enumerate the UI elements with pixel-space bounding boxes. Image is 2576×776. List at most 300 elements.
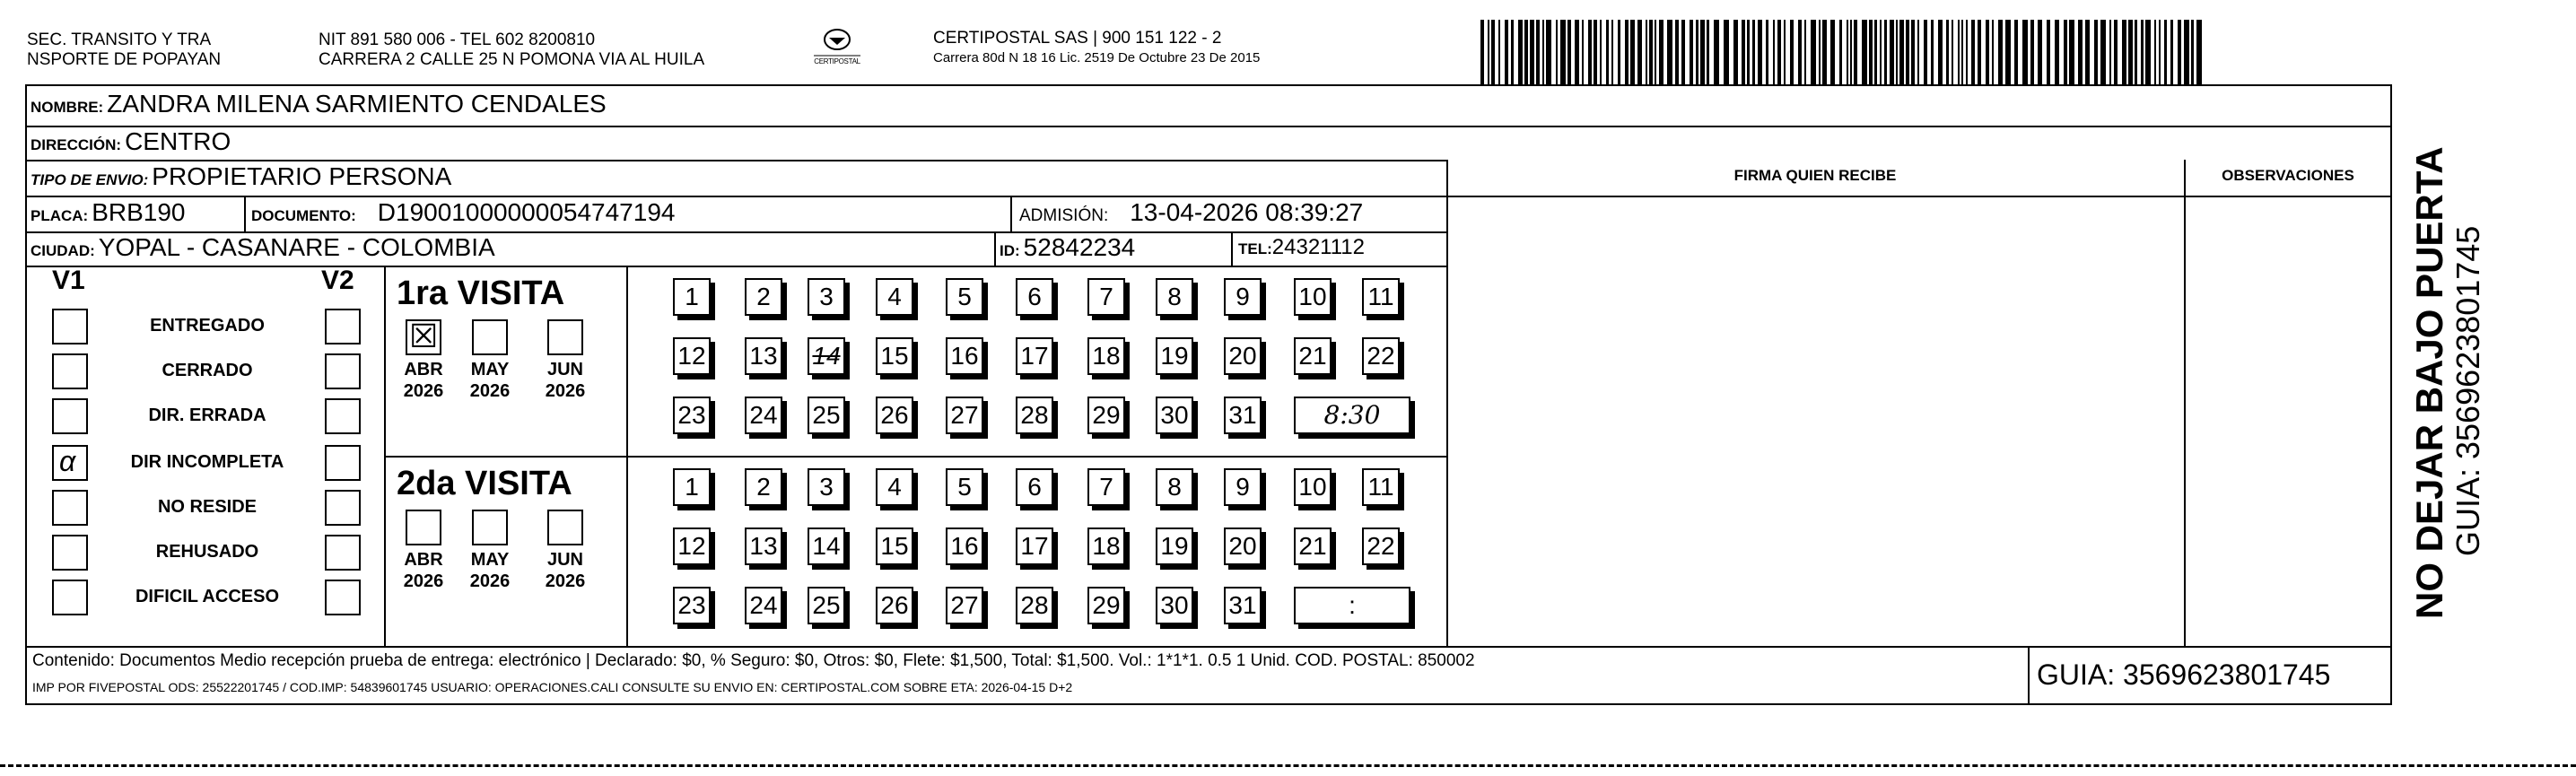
day-box[interactable] <box>1224 528 1262 565</box>
tel-cell <box>1238 235 1365 260</box>
barcode-bar <box>1971 20 1975 84</box>
day-number: 3 <box>819 283 834 310</box>
barcode-bar <box>1742 20 1745 84</box>
barcode-bar <box>1707 20 1709 84</box>
day-number: 13 <box>749 342 778 370</box>
day-box[interactable] <box>673 528 711 565</box>
day-box[interactable] <box>745 528 782 565</box>
barcode-bar <box>2030 20 2034 84</box>
day-number: 7 <box>1099 283 1113 310</box>
id-value: 52842234 <box>1023 233 1136 261</box>
v2-checkbox[interactable] <box>325 353 361 389</box>
barcode-bar <box>1488 20 1489 84</box>
barcode-bar <box>1880 20 1882 84</box>
barcode-bar <box>1938 20 1943 84</box>
day-number: 12 <box>677 342 706 370</box>
barcode-bar <box>2196 20 2202 84</box>
barcode-bar <box>2184 20 2189 84</box>
barcode-bar <box>2114 20 2118 84</box>
day-box[interactable] <box>1224 337 1262 375</box>
day-number: 30 <box>1160 401 1189 429</box>
barcode-bar <box>2191 20 2194 84</box>
company-address: Carrera 80d N 18 16 Lic. 2519 De Octubre 23 De 2015 <box>933 50 1261 65</box>
barcode-bar <box>1542 20 1544 84</box>
footer-guia: GUIA: 3569623801745 <box>2037 658 2331 691</box>
day-box[interactable] <box>808 468 845 506</box>
id-label: ID: <box>1000 242 1020 259</box>
barcode-bar <box>1588 20 1592 84</box>
day-box[interactable] <box>1156 278 1193 316</box>
month-label: MAY <box>470 550 510 570</box>
barcode-bar <box>1946 20 1949 84</box>
barcode-bar <box>1758 20 1762 84</box>
visit-split <box>384 456 626 458</box>
barcode-bar <box>1659 20 1663 84</box>
day-number: 6 <box>1027 283 1042 310</box>
day-number: 22 <box>1367 532 1395 560</box>
status-option-label: DIR. ERRADA <box>148 405 266 425</box>
day-number: 15 <box>880 532 909 560</box>
barcode-bar <box>1690 20 1693 84</box>
barcode-bar <box>1992 20 1994 84</box>
day-box[interactable] <box>946 587 983 624</box>
day-box[interactable] <box>745 397 782 434</box>
status-option-label: DIFICIL ACCESO <box>135 587 279 606</box>
side-guia: GUIA: 3569623801745 <box>2449 225 2486 556</box>
day-box[interactable] <box>1294 337 1332 375</box>
month-checkbox[interactable] <box>547 510 583 545</box>
day-number: 21 <box>1298 532 1327 560</box>
tel-value: 24321112 <box>1271 235 1365 259</box>
barcode-bar <box>1899 20 1904 84</box>
barcode-bar <box>1869 20 1873 84</box>
day-box[interactable] <box>1224 278 1262 316</box>
day-box[interactable] <box>946 337 983 375</box>
day-box[interactable] <box>673 397 711 434</box>
day-number: 5 <box>957 283 972 310</box>
day-number: 4 <box>887 473 902 501</box>
day-box[interactable] <box>876 337 913 375</box>
year-label: 2026 <box>545 381 586 401</box>
barcode-bar <box>1804 20 1806 84</box>
document-cell <box>251 198 675 227</box>
barcode-bar <box>1822 20 1827 84</box>
time-box[interactable] <box>1294 397 1410 434</box>
barcode-bar <box>1637 20 1642 84</box>
barcode-bar <box>2069 20 2074 84</box>
barcode-bar <box>1917 20 1919 84</box>
col-divider <box>1446 160 1448 646</box>
barcode-bar <box>1625 20 1629 84</box>
day-box[interactable] <box>1156 468 1193 506</box>
status-option-label: NO RESIDE <box>157 497 258 517</box>
barcode-bar <box>1752 20 1755 84</box>
day-box[interactable] <box>808 528 845 565</box>
barcode-bar <box>1618 20 1620 84</box>
month-checkbox[interactable] <box>472 510 508 545</box>
city-cell <box>31 233 495 262</box>
barcode-bar <box>1646 20 1647 84</box>
month-checkbox[interactable] <box>472 319 508 355</box>
day-number: 31 <box>1228 591 1257 619</box>
day-number: 26 <box>880 401 909 429</box>
barcode-bar <box>2100 20 2106 84</box>
barcode-bar <box>1958 20 1960 84</box>
day-number: 25 <box>812 401 841 429</box>
barcode-bar <box>1854 20 1857 84</box>
barcode-bar <box>2055 20 2059 84</box>
barcode-bar <box>1582 20 1584 84</box>
barcode-bar <box>1556 20 1558 84</box>
v2-checkbox[interactable] <box>325 398 361 434</box>
barcode-bar <box>2014 20 2018 84</box>
day-number: 18 <box>1092 532 1121 560</box>
day-box[interactable] <box>1294 468 1332 506</box>
month-label: JUN <box>546 360 583 379</box>
barcode-bar <box>1675 20 1679 84</box>
day-number: 4 <box>887 283 902 310</box>
barcode-bar <box>2170 20 2173 84</box>
status-option-label: REHUSADO <box>155 542 259 562</box>
barcode-bar <box>1986 20 1989 84</box>
day-box[interactable] <box>1156 337 1193 375</box>
barcode-bar <box>2109 20 2111 84</box>
day-box[interactable] <box>946 397 983 434</box>
barcode-bar <box>2064 20 2067 84</box>
day-box[interactable] <box>808 587 845 624</box>
day-box[interactable] <box>1016 587 1053 624</box>
month-label: ABR <box>404 550 443 570</box>
day-box[interactable] <box>1087 397 1125 434</box>
day-number: 27 <box>950 591 979 619</box>
day-number: 13 <box>749 532 778 560</box>
v1-checkbox[interactable] <box>52 398 88 434</box>
barcode-bar <box>1884 20 1887 84</box>
day-box[interactable] <box>1016 337 1053 375</box>
observations-header: OBSERVACIONES <box>2222 167 2354 184</box>
day-box[interactable] <box>1224 587 1262 624</box>
barcode-bar <box>1511 20 1514 84</box>
v1-checkbox[interactable] <box>52 490 88 526</box>
day-number: 20 <box>1228 342 1257 370</box>
time-value: 8:30 <box>1323 400 1381 430</box>
barcode-bar <box>1681 20 1685 84</box>
day-number: 19 <box>1160 342 1189 370</box>
day-box[interactable] <box>876 397 913 434</box>
org-name <box>27 31 221 70</box>
tel-label: TEL: <box>1238 240 1272 257</box>
barcode-bar <box>1890 20 1894 84</box>
day-box[interactable] <box>745 468 782 506</box>
barcode-bar <box>1819 20 1821 84</box>
year-label: 2026 <box>403 381 444 401</box>
day-number: 1 <box>685 283 699 310</box>
barcode-bar <box>1773 20 1775 84</box>
day-box[interactable] <box>1294 278 1332 316</box>
barcode-bar <box>2141 20 2144 84</box>
day-number: 11 <box>1367 283 1394 310</box>
send-type-label: TIPO DE ENVIO: <box>31 171 149 188</box>
day-box[interactable] <box>876 468 913 506</box>
day-box[interactable] <box>1362 337 1400 375</box>
barcode-bar <box>1896 20 1898 84</box>
barcode-bar <box>1911 20 1915 84</box>
day-box[interactable] <box>1087 528 1125 565</box>
footer-divider <box>25 646 2392 648</box>
day-number: 27 <box>950 401 979 429</box>
barcode-bar <box>2085 20 2090 84</box>
day-box[interactable] <box>745 337 782 375</box>
day-box[interactable] <box>1087 468 1125 506</box>
barcode-bar <box>1575 20 1579 84</box>
plate-cell <box>31 198 186 227</box>
day-number: 7 <box>1099 473 1113 501</box>
day-box[interactable] <box>673 587 711 624</box>
day-box[interactable] <box>1016 468 1053 506</box>
day-number: 22 <box>1367 342 1395 370</box>
day-box[interactable] <box>946 468 983 506</box>
v1-checkbox[interactable] <box>52 445 88 481</box>
day-box[interactable] <box>1087 587 1125 624</box>
v1-checkbox[interactable] <box>52 580 88 615</box>
barcode-bar <box>2005 20 2011 84</box>
status-option-label: ENTREGADO <box>150 316 265 336</box>
day-number: 21 <box>1298 342 1327 370</box>
barcode-bar <box>2094 20 2098 84</box>
barcode-bar <box>1790 20 1794 84</box>
v1-checkbox[interactable] <box>52 353 88 389</box>
month-checkbox[interactable] <box>547 319 583 355</box>
day-number: 18 <box>1092 342 1121 370</box>
day-number: 2 <box>756 473 771 501</box>
barcode-bar <box>1649 20 1653 84</box>
day-box[interactable] <box>673 468 711 506</box>
day-number: 6 <box>1027 473 1042 501</box>
day-box[interactable] <box>876 587 913 624</box>
day-number: 28 <box>1020 591 1049 619</box>
barcode-bar <box>1700 20 1705 84</box>
barcode-bar <box>2128 20 2133 84</box>
barcode-bar <box>1847 20 1848 84</box>
day-number: 14 <box>812 532 841 560</box>
day-box[interactable] <box>808 397 845 434</box>
logo-text: CERTIPOSTAL <box>814 57 860 65</box>
barcode-bar <box>1961 20 1963 84</box>
day-box[interactable] <box>1087 278 1125 316</box>
month-check-mark: ☒ <box>409 318 439 354</box>
day-box[interactable] <box>1294 528 1332 565</box>
month-checkbox[interactable] <box>406 319 441 355</box>
barcode-bar <box>2038 20 2042 84</box>
day-number: 24 <box>749 401 778 429</box>
day-number: 2 <box>756 283 771 310</box>
day-number: 15 <box>880 342 909 370</box>
barcode-bar <box>2159 20 2161 84</box>
doc-label: DOCUMENTO: <box>251 207 356 224</box>
admission-value: 13-04-2026 08:39:27 <box>1130 198 1364 226</box>
col-divider <box>2184 160 2186 646</box>
day-number: 12 <box>677 532 706 560</box>
day-box[interactable] <box>876 278 913 316</box>
year-label: 2026 <box>469 381 511 401</box>
barcode-bar <box>2047 20 2050 84</box>
day-number: 29 <box>1092 591 1121 619</box>
day-box[interactable] <box>745 278 782 316</box>
barcode-bar <box>1491 20 1495 84</box>
send-type-row <box>31 162 451 191</box>
v1-checkbox[interactable] <box>52 309 88 344</box>
org-line-1: SEC. TRANSITO Y TRA <box>27 31 212 49</box>
contents-line: Contenido: Documentos Medio recepción prueba de entrega: electrónico | Declarado: $0, % Seguro: $0, Otros: $0, Flete: $1,500, Total: $1,500. Vol.: 1*1*1. 0.5 1 Unid. COD. POSTAL: 850002 <box>32 651 1475 670</box>
row-divider <box>25 196 1446 197</box>
day-box[interactable] <box>808 337 845 375</box>
v2-checkbox[interactable] <box>325 445 361 481</box>
day-box[interactable] <box>1016 528 1053 565</box>
day-number: 26 <box>880 591 909 619</box>
city-value: YOPAL - CASANARE - COLOMBIA <box>98 233 495 261</box>
day-box[interactable] <box>946 528 983 565</box>
barcode-bar <box>1978 20 1981 84</box>
nit-line: NIT 891 580 006 - TEL 602 8200810 <box>319 31 596 49</box>
barcode-bar <box>1611 20 1613 84</box>
day-box[interactable] <box>946 278 983 316</box>
v2-label: V2 <box>321 266 354 295</box>
barcode-bar <box>1850 20 1852 84</box>
barcode-bar <box>1766 20 1768 84</box>
day-box[interactable] <box>1362 468 1400 506</box>
v1-label: V1 <box>52 266 85 295</box>
barcode <box>1480 20 2205 84</box>
recipient-name: ZANDRA MILENA SARMIENTO CENDALES <box>107 90 607 118</box>
barcode-bar <box>1874 20 1877 84</box>
barcode-bar <box>1480 20 1484 84</box>
day-box[interactable] <box>876 528 913 565</box>
v2-checkbox[interactable] <box>325 490 361 526</box>
id-cell <box>1000 233 1135 262</box>
barcode-bar <box>1798 20 1802 84</box>
plate-value: BRB190 <box>92 198 186 226</box>
day-number: 16 <box>950 342 979 370</box>
admission-divider <box>1010 196 1012 231</box>
address-line: CARRERA 2 CALLE 25 N POMONA VIA AL HUILA <box>319 50 705 69</box>
barcode-bar <box>1747 20 1750 84</box>
no-dejar-warning: NO DEJAR BAJO PUERTA <box>2408 146 2450 619</box>
day-box[interactable] <box>1156 397 1193 434</box>
barcode-bar <box>1998 20 2003 84</box>
barcode-bar <box>1505 20 1508 84</box>
barcode-bar <box>1830 20 1835 84</box>
visit2-title: 2da VISITA <box>397 465 572 502</box>
doc-value: D19001000000054747194 <box>377 198 676 226</box>
visit1-title: 1ra VISITA <box>397 275 565 312</box>
month-checkbox[interactable] <box>406 510 441 545</box>
barcode-bar <box>1606 20 1609 84</box>
v2-checkbox[interactable] <box>325 535 361 571</box>
month-label: MAY <box>470 360 510 379</box>
barcode-bar <box>1931 20 1934 84</box>
send-type: PROPIETARIO PERSONA <box>152 162 452 190</box>
barcode-bar <box>1862 20 1867 84</box>
id-divider <box>994 231 996 266</box>
day-number: 8 <box>1167 473 1182 501</box>
day-box[interactable] <box>1224 397 1262 434</box>
day-number: 17 <box>1020 342 1049 370</box>
day-number: 30 <box>1160 591 1189 619</box>
signature-header-divider <box>1446 196 2392 197</box>
day-box[interactable] <box>1016 278 1053 316</box>
day-number: 10 <box>1298 473 1327 501</box>
day-number: 28 <box>1020 401 1049 429</box>
barcode-bar <box>2164 20 2167 84</box>
row-divider <box>25 160 1446 161</box>
month-label: ABR <box>404 360 443 379</box>
barcode-bar <box>1594 20 1597 84</box>
v2-checkbox[interactable] <box>325 580 361 615</box>
cut-line <box>0 764 2576 767</box>
visit-split <box>626 456 1446 458</box>
day-box[interactable] <box>1156 587 1193 624</box>
day-box[interactable] <box>1087 337 1125 375</box>
address-label: DIRECCIÓN: <box>31 136 122 153</box>
day-number: 20 <box>1228 532 1257 560</box>
day-box[interactable] <box>1362 278 1400 316</box>
day-number: 9 <box>1236 283 1250 310</box>
barcode-bar <box>1952 20 1953 84</box>
row-divider <box>25 266 1446 267</box>
v2-checkbox[interactable] <box>325 309 361 344</box>
city-label: CIUDAD: <box>31 242 95 259</box>
plate-label: PLACA: <box>31 207 89 224</box>
day-box[interactable] <box>745 587 782 624</box>
admission-label: ADMISIÓN: <box>1019 206 1109 225</box>
year-label: 2026 <box>469 571 511 591</box>
day-box[interactable] <box>673 337 711 375</box>
barcode-bar <box>2122 20 2126 84</box>
barcode-bar <box>1784 20 1786 84</box>
barcode-bar <box>1696 20 1698 84</box>
imp-line: IMP POR FIVEPOSTAL ODS: 25522201745 / COD.IMP: 54839601745 USUARIO: OPERACIONES.CALI CONSULTE SU ENVIO EN: CERTIPOSTAL.COM SOBRE ETA: 2026-04-15 D+2 <box>32 680 1073 694</box>
barcode-bar <box>1811 20 1816 84</box>
day-box[interactable] <box>1362 528 1400 565</box>
barcode-bar <box>1536 20 1540 84</box>
v1-check-mark: α <box>59 445 76 477</box>
barcode-bar <box>1667 20 1672 84</box>
day-box[interactable] <box>673 278 711 316</box>
day-box[interactable] <box>1016 397 1053 434</box>
tel-divider <box>1231 231 1233 266</box>
barcode-bar <box>1567 20 1571 84</box>
day-number: 5 <box>957 473 972 501</box>
barcode-bar <box>1714 20 1719 84</box>
name-label: NOMBRE: <box>31 99 104 116</box>
time-box[interactable] <box>1294 587 1410 624</box>
recipient-address: CENTRO <box>125 127 231 155</box>
status-option-label: DIR INCOMPLETA <box>130 452 284 472</box>
barcode-bar <box>1906 20 1909 84</box>
day-box[interactable] <box>808 278 845 316</box>
v1-checkbox[interactable] <box>52 535 88 571</box>
day-number: 31 <box>1228 401 1257 429</box>
barcode-bar <box>2135 20 2137 84</box>
certipostal-logo <box>809 25 865 70</box>
row-divider <box>25 126 2392 127</box>
barcode-bar <box>1733 20 1738 84</box>
day-number: 1 <box>685 473 699 501</box>
day-box[interactable] <box>1224 468 1262 506</box>
day-number: 29 <box>1092 401 1121 429</box>
day-box[interactable] <box>1156 528 1193 565</box>
admission-cell <box>1019 198 1363 227</box>
